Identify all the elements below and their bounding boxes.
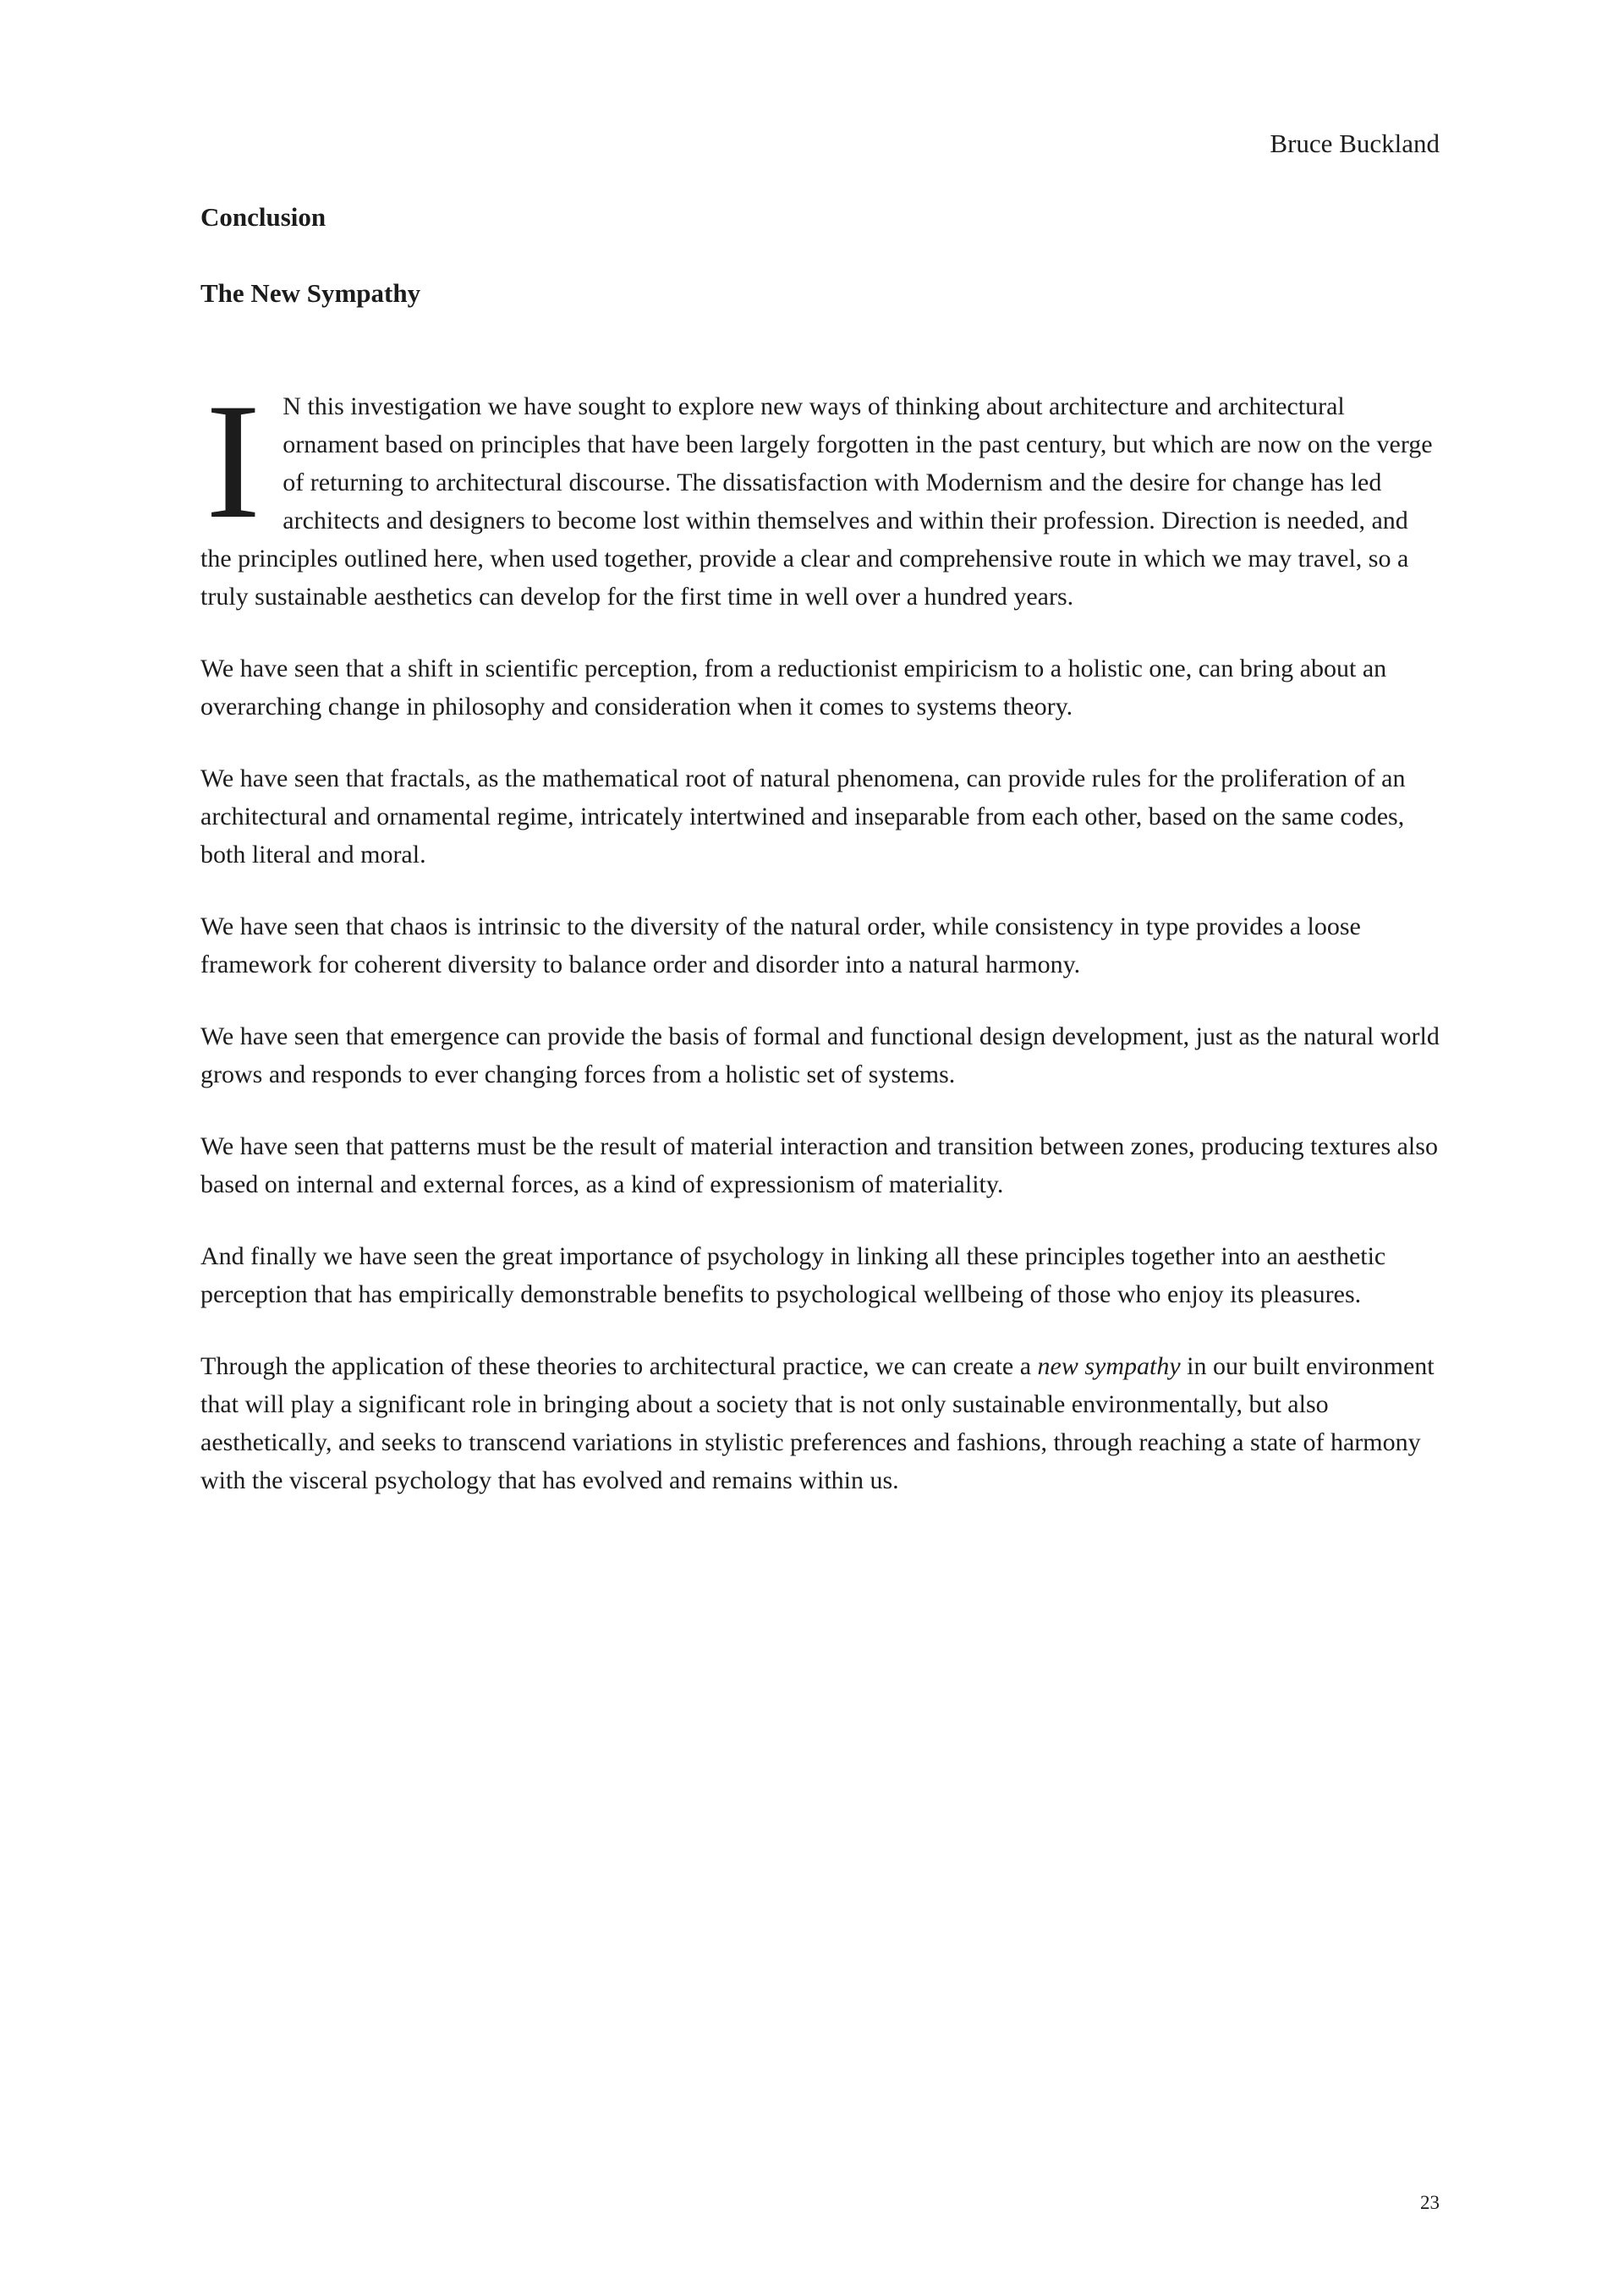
opening-paragraph [200, 370, 1442, 616]
page-number: 23 [1420, 2192, 1440, 2213]
closing-before-italic: Through the application of these theories to architectural practice, we can create a [200, 1352, 1038, 1380]
dropcap-letter: I [206, 370, 261, 553]
closing-after-italic: in our built environment that will play a significant role in bringing about a society that is not only sustainable environmentally, but also aesthetically, and seeks to transcend variations in stylistic preferences and fashions, through reaching a state of harmony with the visceral psychology that has evolved and remains within us. [200, 1352, 1435, 1494]
body-paragraph: And finally we have seen the great importance of psychology in linking all these principles together into an aesthetic perception that has empirically demonstrable benefits to psychological wellbeing of those who enjoy its pleasures. [200, 1242, 1386, 1308]
body-paragraph: We have seen that fractals, as the mathematical root of natural phenomena, can provide rules for the proliferation of an architectural and ornamental regime, intricately intertwined and inseparable from each other, based on the same codes, both literal and moral. [200, 764, 1406, 869]
section-heading: Conclusion [200, 202, 326, 232]
opening-paragraph-text: N this investigation we have sought to explore new ways of thinking about architecture and architectural ornament based on principles that have been largely forgotten in the past century, but which are now on the verge of returning to architectural discourse. The dissatisfaction with Modernism and the desire for change has led architects and designers to become lost within themselves and within their profession. Direction is needed, and the principles outlined here, when used together, provide a clear and comprehensive route in which we may travel, so a truly sustainable aesthetics can develop for the first time in well over a hundred years. [200, 392, 1433, 611]
body-paragraph: We have seen that emergence can provide the basis of formal and functional design development, just as the natural world grows and responds to ever changing forces from a holistic set of systems. [200, 1022, 1440, 1088]
body-paragraph: We have seen that chaos is intrinsic to the diversity of the natural order, while consistency in type provides a loose framework for coherent diversity to balance order and disorder into a natural harmony. [200, 912, 1361, 978]
section-subheading: The New Sympathy [200, 278, 421, 308]
header-author: Bruce Buckland [1270, 129, 1440, 158]
closing-paragraph [200, 1347, 1442, 1499]
body-paragraph: We have seen that a shift in scientific perception, from a reductionist empiricism to a holistic one, can bring about an overarching change in philosophy and consideration when it comes to systems theory. [200, 655, 1387, 721]
italic-phrase: new sympathy [1037, 1352, 1181, 1380]
page-content [200, 201, 1442, 1533]
body-paragraph: We have seen that patterns must be the result of material interaction and transition between zones, producing textures also based on internal and external forces, as a kind of expressionism of materiality. [200, 1132, 1438, 1198]
